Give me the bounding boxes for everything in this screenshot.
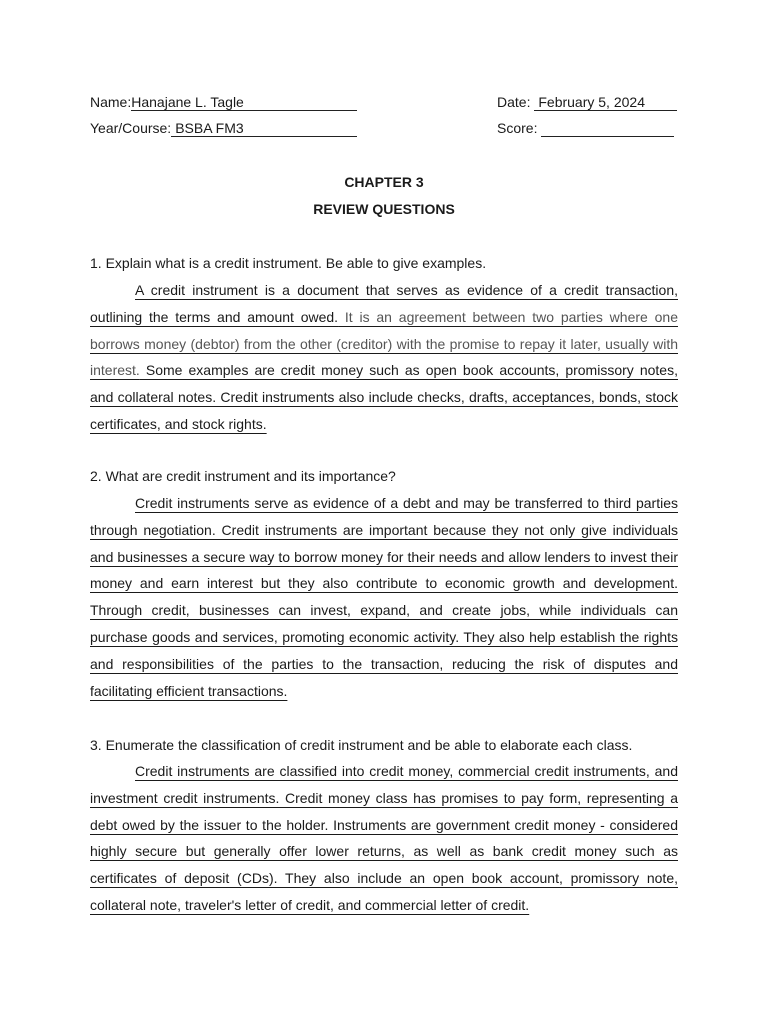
course-label: Year/Course: [90,120,172,136]
date-row [497,93,677,111]
course-value: BSBA FM3 [171,119,357,137]
date-label: Date: [497,94,531,110]
course-row [90,119,357,137]
score-label: Score: [497,120,538,136]
answer-1-part-2: It is an agreement between two parties where one borrows money (debtor) from the other (creditor) with the promise to repay it later, usually with interest. [90,308,678,379]
name-value: Hanajane L. Tagle [131,93,357,111]
name-label: Name: [90,94,132,110]
section-title: REVIEW QUESTIONS [313,201,455,217]
answer-2: Credit instruments serve as evidence of a debt and may be transferred to third parties through negotiation. Credit instruments are important because they not only give individuals and businesses a secure way to borrow money for their needs and allow lenders to invest their money and earn interest but they also contribute to economic growth and development. Through credit, businesses can invest, expand, and create jobs, while individuals can purchase goods and services, promoting economic activity. They also help establish the rights and responsibilities of the parties to the transaction, reducing the risk of disputes and facilitating efficient transactions. [90,495,678,699]
question-1: 1. Explain what is a credit instrument. Be able to give examples. [90,255,487,271]
question-3: 3. Enumerate the classification of credit instrument and be able to elaborate each class. [90,737,633,753]
score-value [541,119,674,137]
answer-1 [90,277,678,438]
score-row [497,119,674,137]
chapter-title: CHAPTER 3 [344,174,424,190]
answer-1-part-3: Some examples are credit money such as open book accounts, promissory notes, and collateral notes. Credit instruments also include checks, drafts, acceptances, bonds, stock certificates, and stock rights. [90,362,678,432]
name-row [90,93,357,111]
answer-3: Credit instruments are classified into credit money, commercial credit instruments, and investment credit instruments. Credit money class has promises to pay form, representing a debt owed by the issuer to the holder. Instruments are government credit money - considered highly secure but generally offer lower returns, as well as bank credit money such as certificates of deposit (CDs). They also include an open book account, promissory note, collateral note, traveler's letter of credit, and commercial letter of credit. [90,763,678,913]
question-2: 2. What are credit instrument and its importance? [90,468,396,484]
answer-1-part-1: A credit instrument is a document that serves as evidence of a credit transaction, outlining the terms and amount owed. [90,282,678,325]
date-value: February 5, 2024 [534,93,677,111]
